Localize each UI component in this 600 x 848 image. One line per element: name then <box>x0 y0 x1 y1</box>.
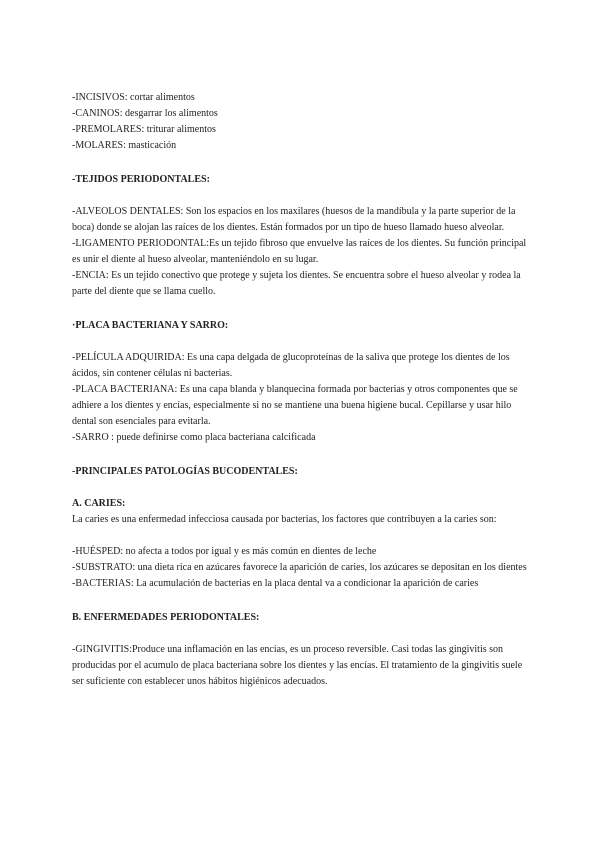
paragraph-bacterias: -BACTERIAS: La acumulación de bacterias en la placa dental va a condicionar la aparición de caries <box>72 578 479 589</box>
placa-list <box>72 350 532 446</box>
subsection-heading-periodontales: B. ENFERMEDADES PERIODONTALES: <box>72 612 260 623</box>
section-heading-placa: ·PLACA BACTERIANA Y SARRO: <box>72 320 229 331</box>
document-page <box>72 90 532 690</box>
tejidos-list <box>72 204 532 300</box>
list-item: -MOLARES: masticación <box>72 140 177 151</box>
paragraph-caries-intro: La caries es una enfermedad infecciosa causada por bacterias, los factores que contribuyen a la caries son: <box>72 514 497 525</box>
paragraph-gingivitis: -GINGIVITIS:Produce una inflamación en las encías, es un proceso reversible. Casi todas las gingivitis son producidas por el acumulo de placa bacteriana sobre los dientes y las encías. El tratamiento de la gingivitis suele ser suficiente con establecer unos hábitos higiénicos adecuados. <box>72 644 523 687</box>
list-item: -INCISIVOS: cortar alimentos <box>72 92 195 103</box>
caries-factors-list <box>72 544 532 592</box>
teeth-list <box>72 90 532 154</box>
paragraph-sarro: -SARRO : puede definirse como placa bacteriana calcificada <box>72 432 316 443</box>
subsection-heading-caries: A. CARIES: <box>72 498 126 509</box>
paragraph-substrato: -SUBSTRATO: una dieta rica en azúcares favorece la aparición de caries, los azúcares se depositan en los dientes <box>72 562 527 573</box>
paragraph-alveolos: -ALVEOLOS DENTALES: Son los espacios en los maxilares (huesos de la mandíbula y la parte superior de la boca) donde se alojan las raíces de los dientes. Están formados por un tipo de hueso llamado hueso alveolar. <box>72 206 516 233</box>
paragraph-encia: -ENCIA: Es un tejido conectivo que protege y sujeta los dientes. Se encuentra sobre el hueso alveolar y rodea la parte del diente que se llama cuello. <box>72 270 521 297</box>
paragraph-placa-bacteriana: -PLACA BACTERIANA: Es una capa blanda y blanquecina formada por bacterias y otros componentes que se adhiere a los dientes y encías, especialmente si no se mantiene una buena higiene bucal. Cepillarse y usar hilo dental son esenciales para evitarla. <box>72 384 518 427</box>
section-heading-patologias: -PRINCIPALES PATOLOGÍAS BUCODENTALES: <box>72 466 298 477</box>
section-heading-tejidos: -TEJIDOS PERIODONTALES: <box>72 174 210 185</box>
list-item: -PREMOLARES: triturar alimentos <box>72 124 216 135</box>
list-item: -CANINOS: desgarrar los alimentos <box>72 108 218 119</box>
paragraph-huesped: -HUÉSPED: no afecta a todos por igual y es más común en dientes de leche <box>72 546 377 557</box>
paragraph-pelicula: -PELÍCULA ADQUIRIDA: Es una capa delgada de glucoproteínas de la saliva que protege los dientes de los ácidos, sin contener células ni bacterias. <box>72 352 510 379</box>
paragraph-ligamento: -LIGAMENTO PERIODONTAL:Es un tejido fibroso que envuelve las raíces de los dientes. Su función principal es unir el diente al hueso alveolar, manteniéndolo en su lugar. <box>72 238 527 265</box>
